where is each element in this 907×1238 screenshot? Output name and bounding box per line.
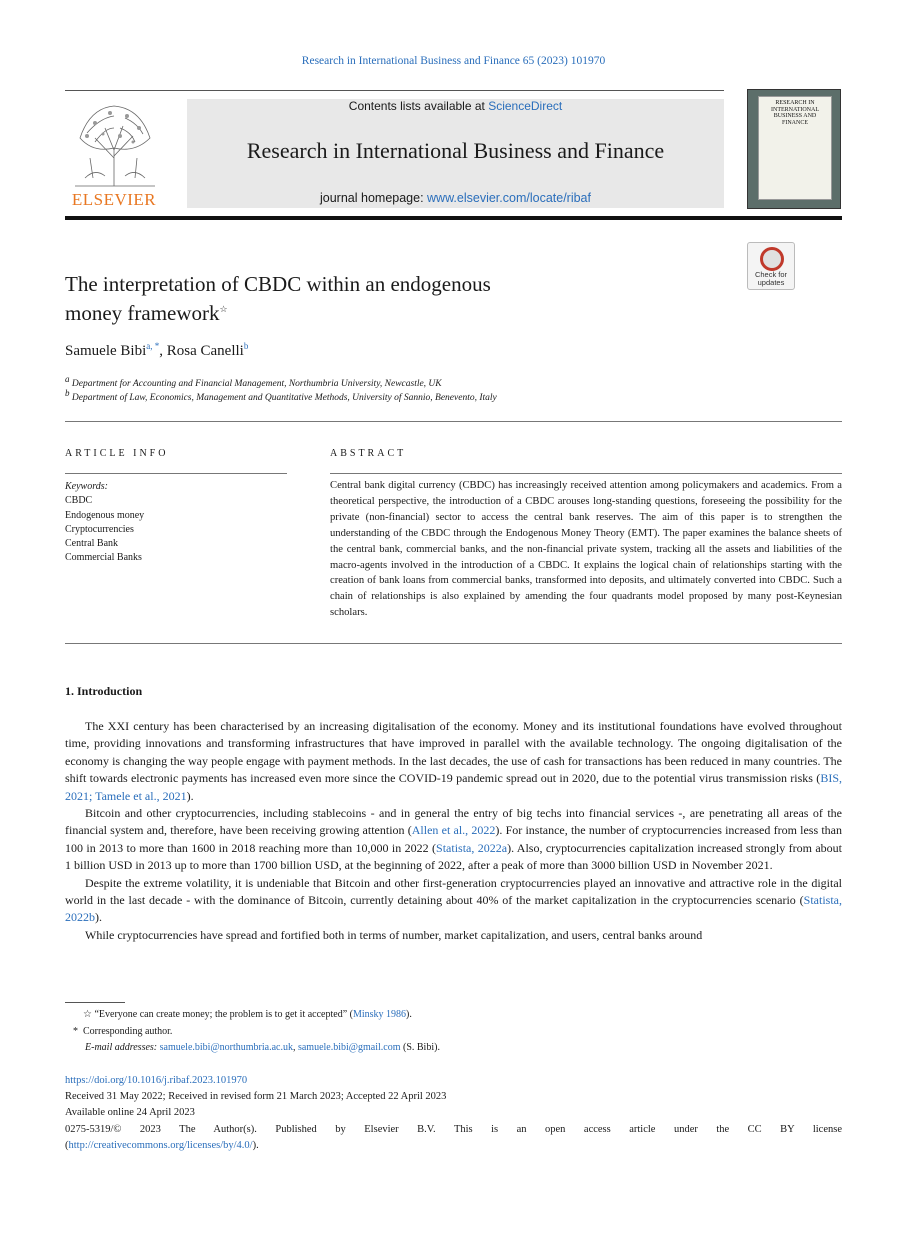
author-affiliation-mark[interactable]: b [243,341,249,351]
keyword-item: Commercial Banks [65,552,142,564]
title-footnote-mark[interactable]: ☆ [219,304,228,314]
citation-link[interactable]: Minsky 1986 [352,1009,407,1020]
affiliation-text: Department of Law, Economics, Management and Quantitative Methods, University of Sannio, Benevento, Italy [71,393,497,404]
paren-open: ( [65,1139,69,1151]
journal-cover-thumbnail[interactable] [747,89,841,209]
email-link[interactable]: samuele.bibi@northumbria.ac.uk [159,1042,293,1053]
keyword-item: Endogenous money [65,509,145,521]
introduction-body [65,718,842,944]
license-link-line [65,1138,842,1154]
author-name: Samuele Bibi [65,343,147,359]
contents-prefix: Contents lists available at [348,99,489,113]
received-dates: Received 31 May 2022; Received in revised form 21 March 2023; Accepted 22 April 2023 [65,1091,447,1103]
contents-line [187,99,724,113]
paragraph-text: ). [95,910,102,925]
check-for-updates-badge[interactable] [747,242,795,290]
footnote-text: “Everyone can create money; the problem is to get it accepted” ( [94,1009,353,1020]
paragraph-text: ). Also, cryptocurrencies capitalization increased strongly from about 1 billion USD in 2013 up to more than 1700 billion USD, at the beginning of 2022, after a peak of more than 3000 billion USD in November 2021. [65,840,842,873]
online-date: Available online 24 April 2023 [65,1107,195,1119]
footnote-mark: * [73,1025,78,1037]
article-title [65,270,665,328]
article-info-heading: ARTICLE INFO [65,448,169,459]
citation-link[interactable]: Statista, 2022a [436,840,508,855]
paragraph: While cryptocurrencies have spread and fortified both in terms of number, market capitalization, and users, central banks around [85,927,703,942]
affiliation-a [65,374,442,390]
section-divider [65,643,842,644]
paragraph-text: Bitcoin and other cryptocurrencies, including stablecoins - and in general the entry of big techs into financial services -, are penetrating all areas of the financial system and, therefore, have been receiving growing attention ( [65,806,842,838]
abstract-text: Central bank digital currency (CBDC) has increasingly received attention among policymakers and academics. From a theoretical perspective, the introduction of a CBDC arouses long-standing questions, foreseeing the possibility for the private (non-financial) sector to access the central bank reserves. The aim of this paper is to strengthen the understanding of the CBDC through the Endogenous Money Theory (EMT). The paper examines the balance sheets of the central bank, commercial banks, and the non-financial private system, tracking all the assets and liabilities of the macro-agents involved in the introduction of a CBDC. It explains the logical chain of relationships starting with the creation of bank loans from commercial banks, transformed into deposits, and ultimately converted into CBDC. Such a chain of relationships is also explained by amending the four quadrants model proposed by many post-Keynesian scholars. [330,480,842,619]
affiliation-mark: a [65,374,70,384]
author-list [65,343,248,360]
author-affiliation-mark[interactable]: a, * [146,341,160,351]
abstract-divider [330,473,842,474]
elsevier-wordmark: ELSEVIER [71,190,157,209]
citation-link[interactable]: Allen et al., 2022 [411,823,496,838]
journal-title: Research in International Business and Finance [246,138,665,163]
paragraph [65,718,842,805]
info-divider [65,473,287,474]
footnote-title [65,1007,842,1024]
author-name: Rosa Canelli [166,343,244,359]
citation-link[interactable]: BIS, 2021; Tamele et al., 2021 [65,771,842,803]
license-link[interactable]: http://creativecommons.org/licenses/by/4.0/ [68,1139,253,1151]
footnote-divider [65,1002,125,1003]
paragraph-text: Despite the extreme volatility, it is undeniable that Bitcoin and other first-generation cryptocurrencies played an innovative and attractive role in the digital world in the last decade - with the dominance of Bitcoin, currently detaining about 40% of the market capitalization in the cryptocurrencies scenario ( [65,875,842,908]
footnote-corresponding [65,1024,842,1041]
journal-reference-link[interactable]: Research in International Business and Finance 65 (2023) 101970 [301,55,606,67]
paragraph-text: ). [186,788,194,803]
author-separator: , [159,343,167,359]
keyword-item: Cryptocurrencies [65,523,134,535]
journal-homepage-link[interactable]: www.elsevier.com/locate/ribaf [427,191,591,205]
paragraph [65,875,842,927]
email-link[interactable]: samuele.bibi@gmail.com [297,1042,401,1053]
masthead-thick-divider [65,216,842,220]
crossmark-icon [760,247,784,271]
sciencedirect-link[interactable]: ScienceDirect [488,99,563,113]
footnote-mark: ☆ [83,1009,92,1020]
keywords-list [65,480,144,566]
cover-title: RESEARCH IN INTERNATIONAL BUSINESS AND FINANCE [758,96,832,200]
section-heading-introduction: 1. Introduction [65,684,143,698]
publication-metadata [65,1073,842,1154]
paragraph-text: ). For instance, the number of cryptocurrencies increased from less than 100 in 2013 to more than 1600 in 2018 reaching more than 10,000 in 2022 ( [65,823,842,855]
paren-close: ). [252,1139,259,1151]
footnote-text: (S. Bibi). [400,1042,440,1053]
keywords-label: Keywords: [65,481,108,492]
footnote-text: Corresponding author. [83,1025,173,1037]
affiliation-b [65,388,497,404]
paragraph [65,805,842,875]
title-line-1: The interpretation of CBDC within an endogenous [65,272,491,296]
email-label: E-mail addresses: [85,1042,158,1053]
license-statement: 0275-5319/© 2023 The Author(s). Published by Elsevier B.V. This is an open access article under the CC BY license [65,1123,842,1135]
check-for-updates-label: Check for updates [754,270,788,287]
email-separator: , [292,1042,298,1053]
affiliation-text: Department for Accounting and Financial Management, Northumbria University, Newcastle, UK [71,379,442,390]
keyword-item: Central Bank [65,538,119,550]
footnotes [65,1007,842,1057]
abstract-heading: ABSTRACT [330,448,407,459]
doi-link[interactable]: https://doi.org/10.1016/j.ribaf.2023.101970 [65,1075,248,1086]
footnote-text: ). [406,1009,412,1020]
section-divider [65,421,842,422]
affiliation-mark: b [65,388,70,398]
paragraph-text: The XXI century has been characterised by an increasing digitalisation of the economy. Money and its institutional foundations have evolved throughout time, providing innovations and transforming infrastructures that have improved in parallel with the available technology. The ongoing digitalisation of the economy is changing the way people engage with payment methods. In the last decades, the use of cash for transactions has been reduced in many countries. The shift towards electronic payments has increased even more since the COVID-19 pandemic spread out in 2020, due to the potential virus transmission risks ( [65,719,842,786]
footnote-emails [65,1040,842,1057]
homepage-prefix: journal homepage: [320,191,428,205]
homepage-line [187,191,724,205]
header-divider [65,90,724,91]
citation-link[interactable]: Statista, 2022b [65,893,842,925]
title-line-2: money framework [65,301,220,325]
keyword-item: CBDC [65,495,93,507]
